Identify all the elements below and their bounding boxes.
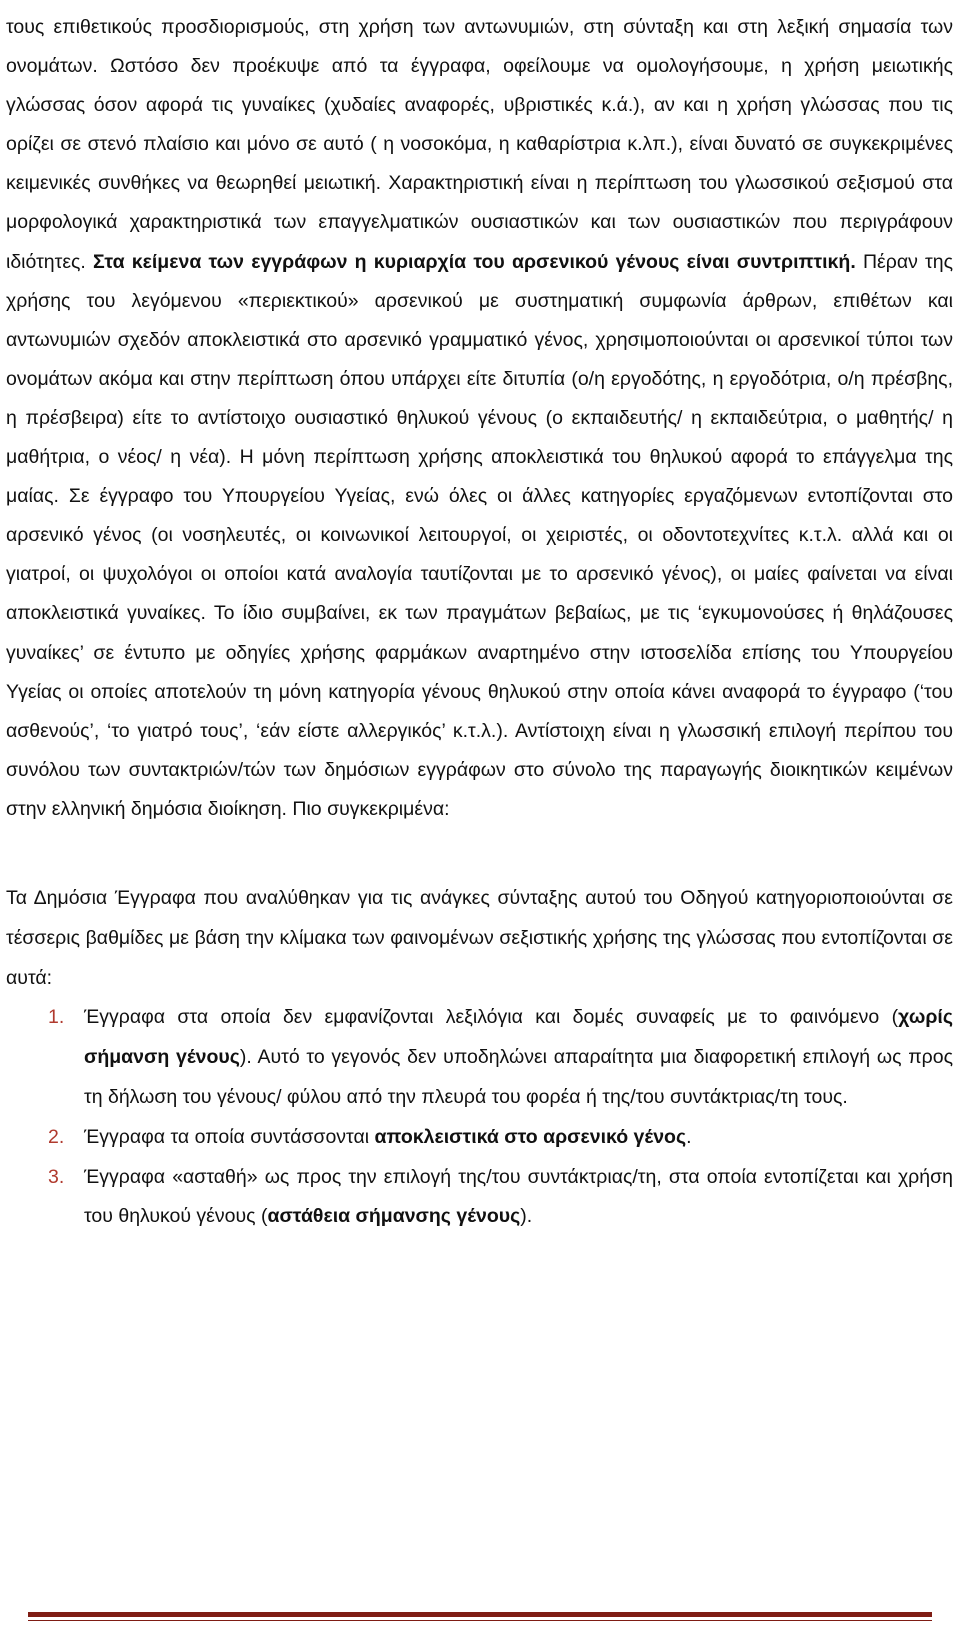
list-number: 2.: [48, 1125, 65, 1148]
paragraph-text: τους επιθετικούς προσδιορισμούς, στη χρήση των αντωνυμιών, στη σύνταξη και στη λεξική σημασία των ονομάτων. Ωστόσο δεν προέκυψε από τα έγγραφα, οφείλουμε να ομολογήσουμε, η χρήση μειωτικής γλώσσας όσον αφορά τις γυναίκες (χυδαίες αναφορές, υβριστικές κ.ά.), αν και η χρήση γλώσσας που τις ορίζει σε στενό πλαίσιο και μόνο σε αυτό ( η νοσοκόμα, η καθαρίστρια κ.λπ.), είναι δυνατό σε συγκεκριμένες κειμενικές συνθήκες να θεωρηθεί μειωτική. Χαρακτηριστική είναι η περίπτωση του γλωσσικού σεξισμού στα μορφολογικά χαρακτηριστικά των επαγγελματικών ουσιαστικών και των ουσιαστικών που περιγράφουν ιδιότητες.: [6, 16, 953, 273]
list-item-text: .: [686, 1125, 692, 1148]
intro-paragraph: Τα Δημόσια Έγγραφα που αναλύθηκαν για τις ανάγκες σύνταξης αυτού του Οδηγού κατηγοριοποιούνται σε τέσσερις βαθμίδες με βάση την κλίμακα των φαινομένων σεξιστικής χρήσης της γλώσσας που εντοπίζονται σε αυτά:: [6, 886, 953, 989]
footer-divider: [28, 1612, 932, 1617]
list-item-bold-text: αποκλειστικά στο αρσενικό γένος: [374, 1125, 687, 1148]
list-item: [6, 1118, 953, 1158]
list-item-bold-text: αστάθεια σήμανσης γένους: [267, 1205, 521, 1228]
body-paragraph: [6, 8, 953, 829]
paragraph-text: Πέραν της χρήσης του λεγόμενου «περιεκτικού» αρσενικού με συστηματική συμφωνία άρθρων, επιθέτων και αντωνυμιών σχεδόν αποκλειστικά στο αρσενικό γραμματικό γένος, χρησιμοποιούνται οι αρσενικοί τύποι των ονομάτων ακόμα και στην περίπτωση όπου υπάρχει είτε διτυπία (ο/η εργοδότης, η εργοδότρια, ο/η πρέσβης, η πρέσβειρα) είτε το αντίστοιχο ουσιαστικό θηλυκού γένους (ο εκπαιδευτής/ η εκπαιδεύτρια, ο μαθητής/ η μαθήτρια, ο νέος/ η νέα). Η μόνη περίπτωση χρήσης αποκλειστικά του θηλυκού αφορά το επάγγελμα της μαίας. Σε έγγραφο του Υπουργείου Υγείας, ενώ όλες οι άλλες κατηγορίες εργαζόμενων εντοπίζονται στο αρσενικό γένος (οι νοσηλευτές, οι κοινωνικοί λειτουργοί, οι χειριστές, οι οδοντοτεχνίτες κ.τ.λ. αλλά και οι γιατροί, οι ψυχολόγοι οι οποίοι κατά αναλογία ταυτίζονται με το αρσενικό γένος), οι μαίες φαίνεται να είναι αποκλειστικά γυναίκες. Το ίδιο συμβαίνει, εκ των πραγμάτων βεβαίως, με τις ‘εγκυμονούσες ή θηλάζουσες γυναίκες’ σε έντυπο με οδηγίες χρήσης φαρμάκων αναρτημένο στην ιστοσελίδα επίσης του Υπουργείου Υγείας οι οποίες αποτελούν τη μόνη κατηγορία γένους θηλυκού στην οποία κάνει αναφορά το έγγραφο (‘του ασθενούς’, ‘το γιατρό τους’, ‘εάν είστε αλλεργικός’ κ.τ.λ.). Αντίστοιχη είναι η γλωσσική επιλογή περίπου του συνόλου των συντακτριών/τών των δημόσιων εγγράφων στο σύνολο της παραγωγής διοικητικών κειμένων στην ελληνική δημόσια διοίκηση. Πιο συγκεκριμένα:: [6, 250, 953, 820]
document-page: [6, 0, 953, 1237]
paragraph-bold-statement: Στα κείμενα των εγγράφων η κυριαρχία του αρσενικού γένους είναι συντριπτική.: [93, 250, 856, 273]
list-item-text: ). Αυτό το γεγονός δεν υποδηλώνει απαραίτητα μια διαφορετική επιλογή ως προς τη δήλωση του γένους/ φύλου από την πλευρά του φορέα ή της/του συντάκτριας/τη τους.: [84, 1046, 953, 1108]
list-item-text: Έγγραφα «ασταθή» ως προς την επιλογή της/του συντάκτριας/τη, στα οποία εντοπίζεται και χρήση του θηλυκού γένους (: [84, 1165, 953, 1228]
list-number: 3.: [48, 1165, 65, 1188]
category-list: [6, 998, 953, 1237]
list-number: 1.: [48, 1006, 65, 1029]
list-item-text: Έγγραφα στα οποία δεν εμφανίζονται λεξιλόγια και δομές συναφείς με το φαινόμενο (: [84, 1006, 899, 1029]
list-item: [6, 1158, 953, 1238]
list-item-text: ).: [520, 1205, 533, 1228]
list-item-bold-text: χωρίς σήμανση γένους: [84, 1006, 953, 1069]
list-item-text: Έγγραφα τα οποία συντάσσονται: [84, 1125, 375, 1148]
list-item: [6, 998, 953, 1117]
